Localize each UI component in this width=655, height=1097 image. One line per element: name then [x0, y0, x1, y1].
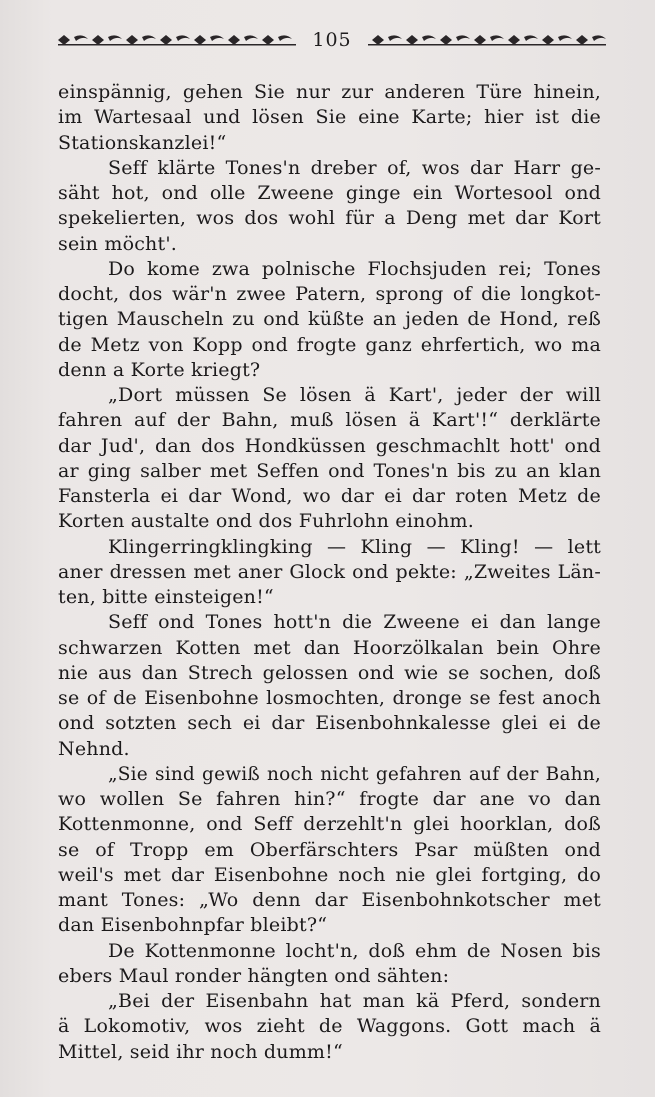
text-line: de Metz von Kopp ond frogte ganz ehrfertich, wo ma [58, 333, 601, 356]
text-line: Seff klärte Tones'n dreber of, wos dar Harr ge- [108, 156, 601, 179]
text-line: ten, bitte einsteigen!“ [58, 586, 274, 608]
text-line: ä Lokomotiv, wos zieht de Waggons. Gott mach ä [58, 1015, 601, 1038]
text-line: Mittel, seid ihr noch dumm!“ [58, 1040, 343, 1063]
text-line: einspännig, gehen Sie nur zur anderen Türe hinein, [58, 81, 601, 103]
text-line: tigen Mauscheln zu ond küßte an jeden de Hond, reß [58, 308, 601, 331]
text-line: „Dort müssen Se lösen ä Kart', jeder der will [108, 384, 601, 406]
text-line: mant Tones: „Wo denn dar Eisenbohnkotscher met [58, 889, 601, 911]
text-line: dar Jud', dan dos Hondküssen geschmachlt hott' ond [58, 434, 601, 457]
text-line: denn a Korte kriegt? [58, 358, 261, 381]
text-line: se of Tropp em Oberfärschters Psar müßten ond [58, 838, 601, 861]
text-line: ebers Maul ronder hängten ond sähten: [58, 964, 450, 987]
text-line: Kottenmonne, ond Seff derzehlt'n glei hoorklan, doß [58, 813, 601, 836]
text-line: fahren auf der Bahn, muß lösen ä Kart'!“ derklärte [58, 409, 601, 432]
text-line: sein möcht'. [58, 232, 177, 255]
text-line: De Kottenmonne locht'n, doß ehm de Nosen bis [108, 939, 601, 962]
left-ornament [58, 33, 296, 47]
text-line: Stationskanzlei!“ [58, 131, 227, 154]
text-line: nie aus dan Strech gelossen ond wie se sochen, doß [58, 661, 601, 684]
text-line: im Wartesaal und lösen Sie eine Karte; hier ist die [58, 106, 601, 129]
text-line: docht, dos wär'n zwee Patern, sprong of die longkot- [58, 283, 601, 305]
running-header [58, 26, 606, 54]
text-line: Seff ond Tones hott'n die Zweene ei dan lange [108, 611, 601, 634]
text-line: Klingerringklingking — Kling — Kling! — lett [108, 535, 601, 558]
text-line: ar ging salber met Seffen ond Tones'n bis zu an klan [58, 459, 601, 482]
text-line: „Bei der Eisenbahn hat man kä Pferd, sondern [108, 990, 601, 1012]
text-line: aner dressen met aner Glock ond pekte: „Zweites Län- [58, 560, 601, 583]
text-line: wo wollen Se fahren hin?“ frogte dar ane vo dan [58, 788, 601, 810]
text-line: Nehnd. [58, 737, 130, 760]
text-line: se of de Eisenbohne losmochten, dronge se fest anoch [58, 687, 601, 709]
text-line: Fansterla ei dar Wond, wo dar ei dar roten Metz de [58, 485, 601, 507]
text-line: Korten austalte ond dos Fuhrlohn einohm. [58, 510, 474, 533]
right-ornament [368, 33, 606, 47]
body-text [58, 80, 601, 1065]
text-line: ond sotzten sech ei dar Eisenbohnkalesse glei ei de [58, 712, 601, 735]
text-line: „Sie sind gewiß noch nicht gefahren auf der Bahn, [108, 763, 601, 785]
text-line: weil's met dar Eisenbohne noch nie glei fortging, do [58, 863, 601, 886]
text-line: säht hot, ond olle Zweene ginge ein Wortesool ond [58, 182, 601, 204]
text-line: spekelierten, wos dos wohl für a Deng met dar Kort [58, 207, 601, 230]
text-line: Do kome zwa polnische Flochsjuden rei; Tones [108, 257, 601, 280]
text-line: schwarzen Kotten met dan Hoorzölkalan bein Ohre [58, 636, 601, 659]
page-number: 105 [312, 29, 352, 51]
text-line: dan Eisenbohnpfar bleibt?“ [58, 914, 328, 937]
